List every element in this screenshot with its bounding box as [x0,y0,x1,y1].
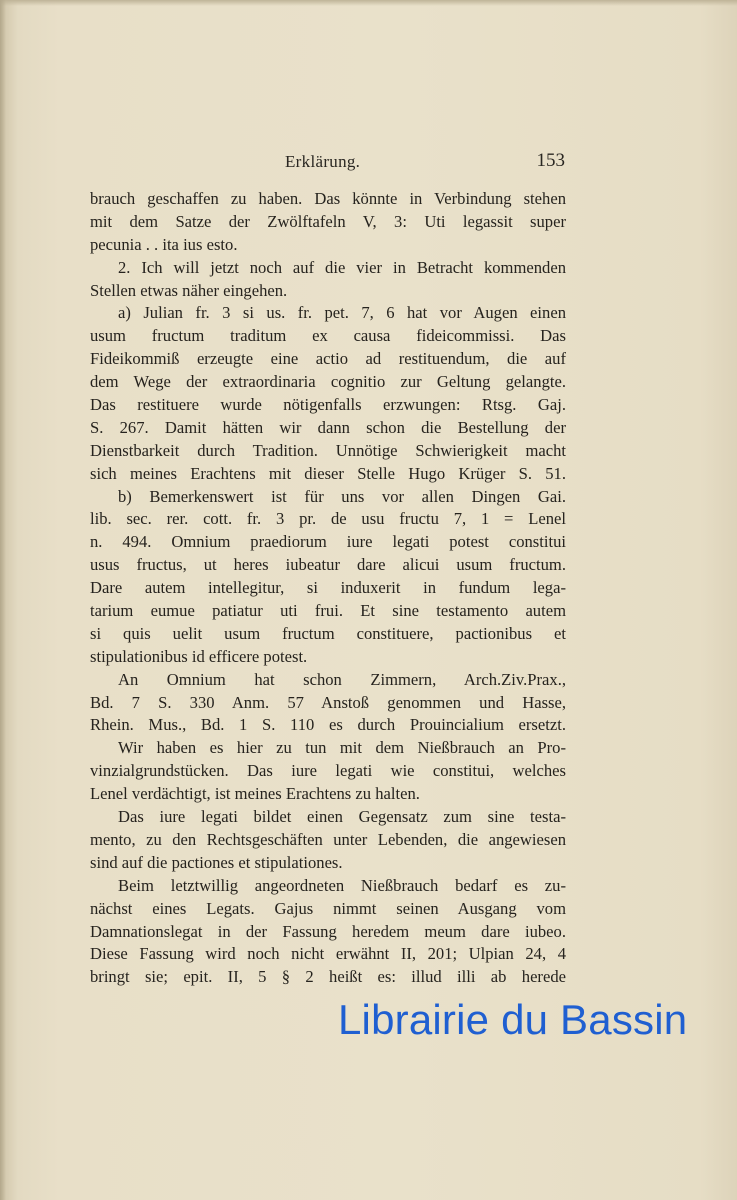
text-line: Damnationslegat in der Fassung heredem meum dare iubeo. [90,921,566,941]
text-line: mento, zu den Rechtsgeschäften unter Lebenden, die angewiesen [90,829,566,849]
page-header [90,150,565,176]
text-line: S. 267. Damit hätten wir dann schon die Bestellung der [90,417,566,437]
watermark: Librairie du Bassin [338,996,688,1043]
text-line: usus fructus, ut heres iubeatur dare alicui usum fructum. [90,555,566,575]
text-line: 2. Ich will jetzt noch auf die vier in Betracht kommenden [118,257,566,277]
text-line: Fideikommiß erzeugte eine actio ad restituendum, die auf [90,349,566,369]
text-line: Das restituere wurde nötigenfalls erzwungen: Rtsg. Gaj. [90,395,566,415]
text-line: pecunia . . ita ius esto. [90,234,238,254]
text-line: Beim letztwillig angeordneten Nießbrauch bedarf es zu- [118,875,566,895]
text-line: Bd. 7 S. 330 Anm. 57 Anstoß genommen und Hasse, [90,692,566,712]
text-line: brauch geschaffen zu haben. Das könnte in Verbindung stehen [90,189,566,208]
text-line: a) Julian fr. 3 si us. fr. pet. 7, 6 hat vor Augen einen [118,303,566,323]
text-line: sich meines Erachtens mit dieser Stelle Hugo Krüger S. 51. [90,463,566,483]
text-line: usum fructum traditum ex causa fideicommissi. Das [90,326,566,346]
text-line: stipulationibus id efficere potest. [90,646,308,666]
text-line: sind auf die pactiones et stipulationes. [90,852,343,872]
text-line: vinzialgrundstücken. Das iure legati wie constitui, welches [90,761,566,781]
text-line: Dienstbarkeit durch Tradition. Unnötige Schwierigkeit macht [90,440,566,460]
text-line: Dare autem intellegitur, si induxerit in fundum lega- [90,578,566,598]
text-line: n. 494. Omnium praediorum iure legati potest constitui [90,532,566,552]
text-line: Rhein. Mus., Bd. 1 S. 110 es durch Prouincialium ersetzt. [90,715,566,735]
text-line: Das iure legati bildet einen Gegensatz zum sine testa- [118,807,566,827]
page-number: 153 [536,150,565,171]
text-line: si quis uelit usum fructum constituere, pactionibus et [90,623,566,643]
text-line: nächst eines Legats. Gajus nimmt seinen Ausgang vom [90,898,566,918]
page-binding-edge [0,0,6,1200]
body-text [90,188,566,989]
page-top-edge [0,0,737,6]
text-line: b) Bemerkenswert ist für uns vor allen Dingen Gai. [118,486,566,506]
text-line: Diese Fassung wird noch nicht erwähnt II, 201; Ulpian 24, 4 [90,944,566,964]
text-line: tarium eumue patiatur uti frui. Et sine testamento autem [90,601,566,621]
text-line: lib. sec. rer. cott. fr. 3 pr. de usu fructu 7, 1 = Lenel [90,509,566,529]
text-line: An Omnium hat schon Zimmern, Arch.Ziv.Prax., [118,669,566,689]
text-line: dem Wege der extraordinaria cognitio zur Geltung gelangte. [90,372,566,392]
text-line: Wir haben es hier zu tun mit dem Nießbrauch an Pro- [118,738,566,758]
text-line: mit dem Satze der Zwölftafeln V, 3: Uti legassit super [90,211,566,231]
text-line: Stellen etwas näher eingehen. [90,280,288,300]
text-line: Lenel verdächtigt, ist meines Erachtens zu halten. [90,784,420,804]
text-line: bringt sie; epit. II, 5 § 2 heißt es: illud illi ab herede [90,967,566,987]
running-head: Erklärung. [285,152,361,171]
